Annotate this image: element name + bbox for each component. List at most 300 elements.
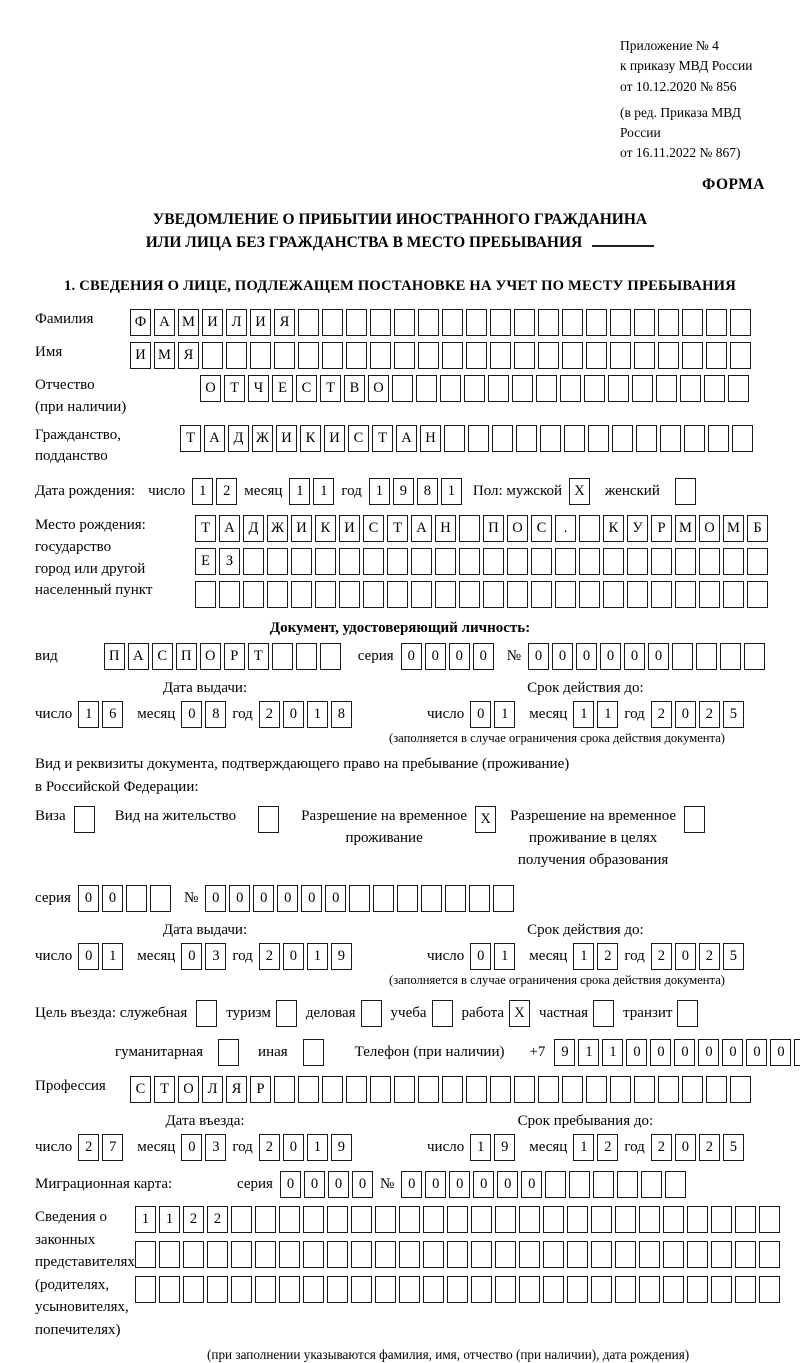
char-cell[interactable] [699, 581, 720, 608]
char-cell[interactable]: 0 [253, 885, 274, 912]
char-cell[interactable]: У [627, 515, 648, 542]
char-cell[interactable] [543, 1241, 564, 1268]
char-cell[interactable] [327, 1241, 348, 1268]
char-cell[interactable]: 0 [181, 701, 202, 728]
char-cell[interactable] [680, 375, 701, 402]
char-cell[interactable] [658, 309, 679, 336]
char-cell[interactable] [276, 1000, 297, 1027]
char-cell[interactable]: 3 [205, 1134, 226, 1161]
char-cell[interactable] [514, 309, 535, 336]
char-cell[interactable] [711, 1206, 732, 1233]
char-cell[interactable]: 0 [576, 643, 597, 670]
char-cell[interactable]: Т [372, 425, 393, 452]
char-cell[interactable]: И [202, 309, 223, 336]
char-cell[interactable] [279, 1241, 300, 1268]
char-cell[interactable] [658, 342, 679, 369]
char-cell[interactable] [159, 1276, 180, 1303]
char-cell[interactable]: Т [180, 425, 201, 452]
char-cell[interactable]: К [603, 515, 624, 542]
char-cell[interactable] [349, 885, 370, 912]
char-cell[interactable] [218, 1039, 239, 1066]
char-cell[interactable]: М [154, 342, 175, 369]
char-cell[interactable]: 1 [369, 478, 390, 505]
char-cell[interactable] [730, 309, 751, 336]
char-cell[interactable]: Т [387, 515, 408, 542]
char-cell[interactable] [351, 1276, 372, 1303]
char-cell[interactable]: 1 [307, 1134, 328, 1161]
char-cell[interactable] [440, 375, 461, 402]
char-cell[interactable] [196, 1000, 217, 1027]
char-cell[interactable] [466, 309, 487, 336]
char-cell[interactable]: П [104, 643, 125, 670]
char-cell[interactable] [672, 643, 693, 670]
char-cell[interactable]: 1 [470, 1134, 491, 1161]
char-cell[interactable]: 1 [597, 701, 618, 728]
char-cell[interactable] [732, 425, 753, 452]
char-cell[interactable]: 0 [624, 643, 645, 670]
char-cell[interactable] [466, 342, 487, 369]
char-cell[interactable] [226, 342, 247, 369]
char-cell[interactable] [346, 342, 367, 369]
char-cell[interactable] [687, 1276, 708, 1303]
char-cell[interactable]: 2 [259, 701, 280, 728]
char-cell[interactable] [392, 375, 413, 402]
char-cell[interactable]: 1 [307, 943, 328, 970]
char-cell[interactable]: 0 [229, 885, 250, 912]
char-cell[interactable] [279, 1206, 300, 1233]
char-cell[interactable] [651, 581, 672, 608]
char-cell[interactable] [538, 309, 559, 336]
char-cell[interactable]: 0 [626, 1039, 647, 1066]
char-cell[interactable] [303, 1039, 324, 1066]
char-cell[interactable]: . [555, 515, 576, 542]
char-cell[interactable]: 0 [283, 943, 304, 970]
char-cell[interactable]: О [200, 375, 221, 402]
char-cell[interactable] [279, 1276, 300, 1303]
char-cell[interactable] [634, 309, 655, 336]
char-cell[interactable]: 2 [699, 943, 720, 970]
char-cell[interactable] [488, 375, 509, 402]
char-cell[interactable]: И [130, 342, 151, 369]
char-cell[interactable] [706, 342, 727, 369]
char-cell[interactable]: К [315, 515, 336, 542]
char-cell[interactable]: 0 [746, 1039, 767, 1066]
char-cell[interactable]: Ж [252, 425, 273, 452]
char-cell[interactable] [322, 309, 343, 336]
char-cell[interactable] [492, 425, 513, 452]
char-cell[interactable] [435, 548, 456, 575]
char-cell[interactable] [656, 375, 677, 402]
char-cell[interactable] [545, 1171, 566, 1198]
char-cell[interactable]: Т [224, 375, 245, 402]
char-cell[interactable] [682, 342, 703, 369]
char-cell[interactable] [493, 885, 514, 912]
char-cell[interactable] [315, 548, 336, 575]
char-cell[interactable]: 2 [207, 1206, 228, 1233]
char-cell[interactable] [720, 643, 741, 670]
char-cell[interactable] [562, 1076, 583, 1103]
char-cell[interactable] [747, 581, 768, 608]
char-cell[interactable] [567, 1206, 588, 1233]
char-cell[interactable]: Я [226, 1076, 247, 1103]
char-cell[interactable] [706, 309, 727, 336]
char-cell[interactable] [483, 581, 504, 608]
char-cell[interactable] [399, 1241, 420, 1268]
char-cell[interactable] [562, 342, 583, 369]
char-cell[interactable] [696, 643, 717, 670]
char-cell[interactable]: 0 [425, 643, 446, 670]
char-cell[interactable] [704, 375, 725, 402]
char-cell[interactable] [370, 309, 391, 336]
char-cell[interactable] [375, 1206, 396, 1233]
char-cell[interactable] [495, 1276, 516, 1303]
char-cell[interactable] [375, 1241, 396, 1268]
char-cell[interactable] [495, 1206, 516, 1233]
char-cell[interactable] [255, 1276, 276, 1303]
char-cell[interactable] [432, 1000, 453, 1027]
char-cell[interactable]: 0 [449, 643, 470, 670]
char-cell[interactable]: 2 [78, 1134, 99, 1161]
char-cell[interactable] [195, 581, 216, 608]
char-cell[interactable] [421, 885, 442, 912]
char-cell[interactable]: 8 [331, 701, 352, 728]
char-cell[interactable]: 0 [470, 943, 491, 970]
char-cell[interactable]: И [339, 515, 360, 542]
char-cell[interactable] [327, 1276, 348, 1303]
char-cell[interactable]: О [200, 643, 221, 670]
char-cell[interactable]: 0 [181, 1134, 202, 1161]
char-cell[interactable] [183, 1241, 204, 1268]
char-cell[interactable] [231, 1206, 252, 1233]
char-cell[interactable] [514, 342, 535, 369]
char-cell[interactable]: И [250, 309, 271, 336]
char-cell[interactable] [322, 342, 343, 369]
char-cell[interactable]: Б [747, 515, 768, 542]
char-cell[interactable] [219, 581, 240, 608]
char-cell[interactable]: Т [248, 643, 269, 670]
char-cell[interactable] [490, 342, 511, 369]
char-cell[interactable]: А [128, 643, 149, 670]
char-cell[interactable] [538, 342, 559, 369]
char-cell[interactable]: 0 [352, 1171, 373, 1198]
char-cell[interactable] [591, 1276, 612, 1303]
char-cell[interactable] [603, 548, 624, 575]
char-cell[interactable] [442, 309, 463, 336]
char-cell[interactable] [612, 425, 633, 452]
char-cell[interactable]: Т [154, 1076, 175, 1103]
char-cell[interactable] [471, 1241, 492, 1268]
char-cell[interactable]: 5 [723, 1134, 744, 1161]
char-cell[interactable] [272, 643, 293, 670]
char-cell[interactable] [471, 1276, 492, 1303]
char-cell[interactable] [569, 1171, 590, 1198]
char-cell[interactable] [471, 1206, 492, 1233]
char-cell[interactable] [346, 1076, 367, 1103]
char-cell[interactable]: А [219, 515, 240, 542]
char-cell[interactable] [159, 1241, 180, 1268]
char-cell[interactable]: 2 [651, 943, 672, 970]
char-cell[interactable]: 8 [417, 478, 438, 505]
char-cell[interactable] [586, 1076, 607, 1103]
char-cell[interactable] [588, 425, 609, 452]
char-cell[interactable]: Д [228, 425, 249, 452]
char-cell[interactable]: 1 [192, 478, 213, 505]
char-cell[interactable]: О [178, 1076, 199, 1103]
char-cell[interactable] [608, 375, 629, 402]
char-cell[interactable]: 1 [573, 943, 594, 970]
char-cell[interactable] [303, 1206, 324, 1233]
char-cell[interactable]: В [344, 375, 365, 402]
char-cell[interactable] [442, 1076, 463, 1103]
char-cell[interactable]: 0 [770, 1039, 791, 1066]
char-cell[interactable] [445, 885, 466, 912]
char-cell[interactable] [370, 342, 391, 369]
char-cell[interactable] [730, 342, 751, 369]
char-cell[interactable]: А [154, 309, 175, 336]
char-cell[interactable]: 0 [449, 1171, 470, 1198]
char-cell[interactable] [759, 1206, 780, 1233]
char-cell[interactable] [459, 548, 480, 575]
char-cell[interactable] [627, 581, 648, 608]
char-cell[interactable]: П [483, 515, 504, 542]
char-cell[interactable]: 1 [573, 701, 594, 728]
char-cell[interactable] [126, 885, 147, 912]
char-cell[interactable] [267, 548, 288, 575]
char-cell[interactable] [543, 1206, 564, 1233]
char-cell[interactable]: 0 [600, 643, 621, 670]
char-cell[interactable] [579, 548, 600, 575]
char-cell[interactable] [708, 425, 729, 452]
char-cell[interactable]: 0 [205, 885, 226, 912]
char-cell[interactable] [665, 1171, 686, 1198]
char-cell[interactable] [555, 581, 576, 608]
char-cell[interactable] [632, 375, 653, 402]
char-cell[interactable]: О [368, 375, 389, 402]
char-cell[interactable] [519, 1241, 540, 1268]
char-cell[interactable] [651, 548, 672, 575]
char-cell[interactable] [339, 581, 360, 608]
char-cell[interactable]: 0 [552, 643, 573, 670]
char-cell[interactable] [538, 1076, 559, 1103]
char-cell[interactable]: 0 [470, 701, 491, 728]
char-cell[interactable] [459, 515, 480, 542]
char-cell[interactable] [603, 581, 624, 608]
char-cell[interactable]: 2 [699, 1134, 720, 1161]
char-cell[interactable] [584, 375, 605, 402]
char-cell[interactable]: 0 [328, 1171, 349, 1198]
char-cell[interactable] [564, 425, 585, 452]
char-cell[interactable] [394, 1076, 415, 1103]
char-cell[interactable] [339, 548, 360, 575]
char-cell[interactable]: 1 [102, 943, 123, 970]
char-cell[interactable] [519, 1276, 540, 1303]
char-cell[interactable]: Ф [130, 309, 151, 336]
char-cell[interactable] [759, 1276, 780, 1303]
char-cell[interactable]: X [569, 478, 590, 505]
char-cell[interactable] [610, 342, 631, 369]
char-cell[interactable] [794, 1039, 800, 1066]
char-cell[interactable] [723, 548, 744, 575]
char-cell[interactable]: А [204, 425, 225, 452]
char-cell[interactable] [627, 548, 648, 575]
char-cell[interactable] [579, 515, 600, 542]
char-cell[interactable]: С [348, 425, 369, 452]
char-cell[interactable]: 1 [159, 1206, 180, 1233]
char-cell[interactable] [387, 548, 408, 575]
char-cell[interactable] [363, 548, 384, 575]
char-cell[interactable]: И [276, 425, 297, 452]
char-cell[interactable] [483, 548, 504, 575]
char-cell[interactable] [296, 643, 317, 670]
char-cell[interactable] [730, 1076, 751, 1103]
char-cell[interactable] [586, 342, 607, 369]
char-cell[interactable] [397, 885, 418, 912]
char-cell[interactable] [663, 1241, 684, 1268]
char-cell[interactable]: 6 [102, 701, 123, 728]
char-cell[interactable]: 1 [573, 1134, 594, 1161]
char-cell[interactable] [675, 548, 696, 575]
char-cell[interactable] [207, 1276, 228, 1303]
char-cell[interactable] [373, 885, 394, 912]
char-cell[interactable] [512, 375, 533, 402]
char-cell[interactable]: И [324, 425, 345, 452]
char-cell[interactable] [346, 309, 367, 336]
char-cell[interactable]: 2 [699, 701, 720, 728]
char-cell[interactable] [399, 1206, 420, 1233]
char-cell[interactable] [466, 1076, 487, 1103]
char-cell[interactable] [759, 1241, 780, 1268]
char-cell[interactable]: 0 [425, 1171, 446, 1198]
char-cell[interactable] [423, 1241, 444, 1268]
char-cell[interactable] [351, 1206, 372, 1233]
char-cell[interactable] [490, 1076, 511, 1103]
char-cell[interactable]: М [723, 515, 744, 542]
char-cell[interactable]: 0 [650, 1039, 671, 1066]
char-cell[interactable]: Я [274, 309, 295, 336]
char-cell[interactable] [682, 309, 703, 336]
char-cell[interactable]: С [296, 375, 317, 402]
char-cell[interactable] [351, 1241, 372, 1268]
char-cell[interactable]: 1 [441, 478, 462, 505]
char-cell[interactable] [442, 342, 463, 369]
char-cell[interactable] [610, 309, 631, 336]
char-cell[interactable] [735, 1206, 756, 1233]
char-cell[interactable] [464, 375, 485, 402]
char-cell[interactable]: Е [195, 548, 216, 575]
char-cell[interactable] [202, 342, 223, 369]
char-cell[interactable] [322, 1076, 343, 1103]
char-cell[interactable]: Л [202, 1076, 223, 1103]
char-cell[interactable] [711, 1276, 732, 1303]
char-cell[interactable]: 0 [325, 885, 346, 912]
char-cell[interactable]: 1 [578, 1039, 599, 1066]
char-cell[interactable]: 2 [183, 1206, 204, 1233]
char-cell[interactable]: 1 [307, 701, 328, 728]
char-cell[interactable] [291, 548, 312, 575]
char-cell[interactable] [399, 1276, 420, 1303]
char-cell[interactable] [298, 1076, 319, 1103]
char-cell[interactable]: X [509, 1000, 530, 1027]
char-cell[interactable]: 0 [102, 885, 123, 912]
char-cell[interactable]: 0 [280, 1171, 301, 1198]
char-cell[interactable] [639, 1241, 660, 1268]
char-cell[interactable] [435, 581, 456, 608]
char-cell[interactable]: 1 [135, 1206, 156, 1233]
char-cell[interactable]: 2 [597, 1134, 618, 1161]
char-cell[interactable] [536, 375, 557, 402]
char-cell[interactable] [423, 1276, 444, 1303]
char-cell[interactable] [507, 581, 528, 608]
char-cell[interactable]: Р [250, 1076, 271, 1103]
char-cell[interactable] [636, 425, 657, 452]
char-cell[interactable] [735, 1241, 756, 1268]
char-cell[interactable]: 1 [602, 1039, 623, 1066]
char-cell[interactable]: Я [178, 342, 199, 369]
char-cell[interactable] [375, 1276, 396, 1303]
char-cell[interactable]: З [219, 548, 240, 575]
char-cell[interactable] [207, 1241, 228, 1268]
char-cell[interactable] [394, 309, 415, 336]
char-cell[interactable]: Т [195, 515, 216, 542]
char-cell[interactable]: 0 [528, 643, 549, 670]
char-cell[interactable]: 7 [102, 1134, 123, 1161]
char-cell[interactable]: 0 [722, 1039, 743, 1066]
char-cell[interactable]: 5 [723, 943, 744, 970]
char-cell[interactable] [469, 885, 490, 912]
char-cell[interactable]: П [176, 643, 197, 670]
char-cell[interactable] [634, 1076, 655, 1103]
char-cell[interactable]: 2 [651, 1134, 672, 1161]
char-cell[interactable]: 0 [181, 943, 202, 970]
char-cell[interactable] [593, 1171, 614, 1198]
char-cell[interactable]: 0 [283, 1134, 304, 1161]
char-cell[interactable] [591, 1206, 612, 1233]
char-cell[interactable] [728, 375, 749, 402]
char-cell[interactable]: 0 [648, 643, 669, 670]
char-cell[interactable] [562, 309, 583, 336]
char-cell[interactable]: О [699, 515, 720, 542]
char-cell[interactable]: Л [226, 309, 247, 336]
char-cell[interactable] [591, 1241, 612, 1268]
char-cell[interactable] [663, 1206, 684, 1233]
char-cell[interactable] [634, 342, 655, 369]
char-cell[interactable]: Д [243, 515, 264, 542]
char-cell[interactable] [135, 1241, 156, 1268]
char-cell[interactable] [675, 478, 696, 505]
char-cell[interactable]: 0 [698, 1039, 719, 1066]
char-cell[interactable] [231, 1241, 252, 1268]
char-cell[interactable] [687, 1206, 708, 1233]
char-cell[interactable] [543, 1276, 564, 1303]
char-cell[interactable] [490, 309, 511, 336]
char-cell[interactable] [684, 806, 705, 833]
char-cell[interactable]: 0 [304, 1171, 325, 1198]
char-cell[interactable]: 9 [494, 1134, 515, 1161]
char-cell[interactable] [274, 1076, 295, 1103]
char-cell[interactable]: 9 [331, 1134, 352, 1161]
char-cell[interactable] [586, 309, 607, 336]
char-cell[interactable] [711, 1241, 732, 1268]
char-cell[interactable] [540, 425, 561, 452]
char-cell[interactable] [507, 548, 528, 575]
char-cell[interactable] [255, 1206, 276, 1233]
char-cell[interactable] [684, 425, 705, 452]
char-cell[interactable] [243, 581, 264, 608]
char-cell[interactable] [579, 581, 600, 608]
char-cell[interactable]: 0 [473, 1171, 494, 1198]
char-cell[interactable]: 1 [289, 478, 310, 505]
char-cell[interactable]: 0 [78, 885, 99, 912]
